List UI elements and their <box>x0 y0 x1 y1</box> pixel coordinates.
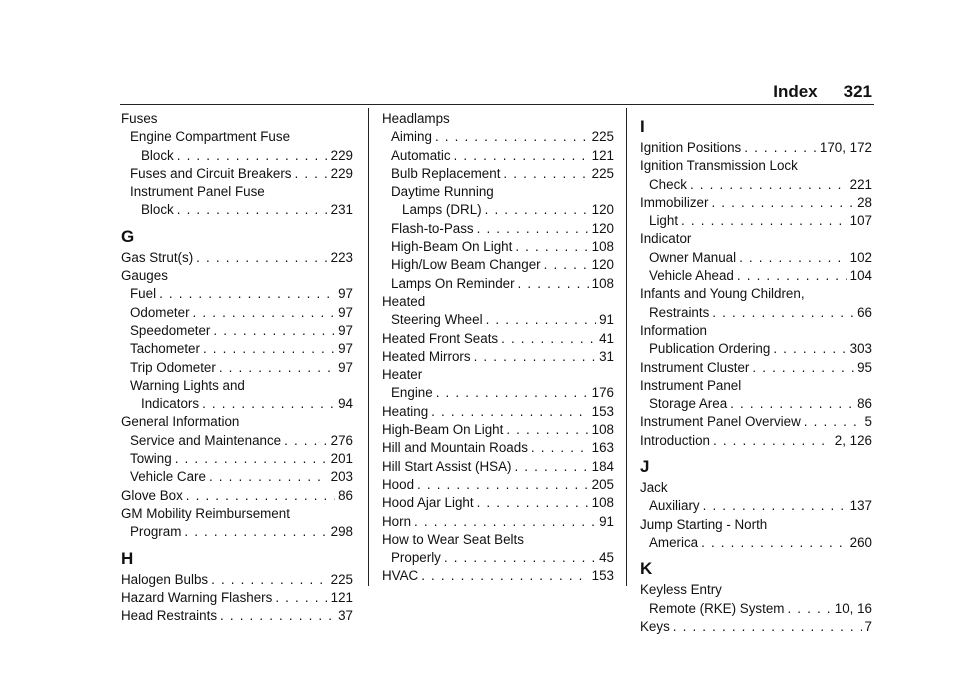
entry-page-ref: 94 <box>338 396 353 412</box>
entry-term: America <box>649 534 699 550</box>
dot-leader <box>703 497 847 515</box>
entry-page-ref: 108 <box>591 422 614 438</box>
dot-leader <box>203 340 335 358</box>
dot-leader <box>752 359 854 377</box>
index-entry <box>382 494 614 512</box>
dot-leader <box>421 567 588 585</box>
entry-term: Steering Wheel <box>391 312 483 328</box>
dot-leader <box>515 238 588 256</box>
entry-page-ref: 104 <box>849 268 872 284</box>
index-entry <box>121 201 353 219</box>
dot-leader <box>474 348 597 366</box>
index-entry <box>382 549 614 567</box>
dot-leader <box>219 359 335 377</box>
entry-page-ref: 102 <box>849 249 872 265</box>
entry-term: Owner Manual <box>649 249 737 265</box>
entry-page-ref: 298 <box>330 524 353 540</box>
entry-page-ref: 5 <box>864 414 872 430</box>
dot-leader <box>193 304 336 322</box>
index-column-2 <box>382 110 614 586</box>
entry-page-ref: 108 <box>591 275 614 291</box>
dot-leader <box>713 432 832 450</box>
entry-term: Horn <box>382 513 412 529</box>
entry-term: Hood <box>382 476 415 492</box>
index-entry <box>640 267 872 285</box>
dot-leader <box>177 201 328 219</box>
entry-term: Auxiliary <box>649 498 700 514</box>
dot-leader <box>417 476 589 494</box>
index-entry <box>640 139 872 157</box>
entry-term: Automatic <box>391 147 451 163</box>
entry-page-ref: 86 <box>857 396 872 412</box>
index-heading: Daytime Running <box>391 184 494 200</box>
dot-leader <box>804 413 862 431</box>
entry-term: Gas Strut(s) <box>121 249 194 265</box>
index-entry <box>382 238 614 256</box>
entry-page-ref: 2, 126 <box>834 432 872 448</box>
index-entry <box>121 249 353 267</box>
entry-page-ref: 37 <box>338 608 353 624</box>
index-entry <box>382 201 614 219</box>
entry-term: Restraints <box>649 304 710 320</box>
entry-term: Fuel <box>130 286 157 302</box>
entry-term: Speedometer <box>130 322 211 338</box>
entry-term: Service and Maintenance <box>130 432 282 448</box>
entry-page-ref: 176 <box>591 385 614 401</box>
entry-page-ref: 225 <box>330 571 353 587</box>
dot-leader <box>787 600 831 618</box>
entry-page-ref: 229 <box>330 165 353 181</box>
index-entry <box>121 607 353 625</box>
index-entry <box>121 589 353 607</box>
entry-page-ref: 170, 172 <box>819 140 872 155</box>
dot-leader <box>159 285 335 303</box>
dot-leader <box>531 439 589 457</box>
index-heading: Headlamps <box>382 111 450 126</box>
entry-page-ref: 91 <box>599 312 614 328</box>
dot-leader <box>431 403 589 421</box>
index-entry <box>382 513 614 531</box>
entry-page-ref: 41 <box>599 330 614 346</box>
index-entry <box>121 304 353 322</box>
entry-page-ref: 108 <box>591 495 614 511</box>
dot-leader <box>213 322 335 340</box>
index-entry <box>382 384 614 402</box>
entry-page-ref: 201 <box>330 451 353 467</box>
dot-leader <box>175 450 328 468</box>
entry-term: Hill and Mountain Roads <box>382 440 528 456</box>
entry-page-ref: 221 <box>849 176 872 192</box>
entry-page-ref: 86 <box>338 487 353 503</box>
index-entry <box>382 476 614 494</box>
dot-leader <box>435 128 589 146</box>
dot-leader <box>284 432 328 450</box>
index-heading: Instrument Panel <box>640 377 742 393</box>
entry-page-ref: 203 <box>330 469 353 485</box>
entry-page-ref: 153 <box>591 568 614 584</box>
index-entry <box>640 534 872 552</box>
entry-term: High-Beam On Light <box>391 239 513 255</box>
index-entry <box>640 618 872 636</box>
dot-leader <box>681 212 847 230</box>
dot-leader <box>544 256 589 274</box>
dot-leader <box>202 395 335 413</box>
dot-leader <box>518 275 589 293</box>
index-entry <box>121 285 353 303</box>
entry-term: High-Beam On Light <box>382 422 504 438</box>
index-entry <box>382 330 614 348</box>
index-entry <box>382 147 614 165</box>
index-entry <box>121 432 353 450</box>
entry-term: Vehicle Care <box>130 469 206 485</box>
entry-page-ref: 120 <box>591 257 614 273</box>
index-letter-heading: G <box>121 226 135 246</box>
dot-leader <box>454 147 589 165</box>
entry-term: Bulb Replacement <box>391 165 501 181</box>
dot-leader <box>184 523 327 541</box>
index-column-1 <box>121 110 353 625</box>
dot-leader <box>673 618 862 636</box>
index-entry <box>640 413 872 431</box>
index-heading: Jump Starting - North <box>640 516 768 532</box>
index-entry <box>382 128 614 146</box>
dot-leader <box>220 607 335 625</box>
entry-term: Introduction <box>640 432 710 448</box>
index-entry <box>382 311 614 329</box>
entry-term: Instrument Panel Overview <box>640 414 801 430</box>
index-heading: Indicator <box>640 231 692 247</box>
entry-page-ref: 120 <box>591 202 614 218</box>
entry-term: Glove Box <box>121 487 183 503</box>
entry-term: Hill Start Assist (HSA) <box>382 458 512 474</box>
entry-term: Vehicle Ahead <box>649 268 734 284</box>
entry-term: Head Restraints <box>121 608 218 624</box>
index-entry <box>121 571 353 589</box>
entry-term: Heated Mirrors <box>382 348 471 364</box>
index-entry <box>382 421 614 439</box>
index-entry <box>382 348 614 366</box>
index-entry <box>382 567 614 585</box>
entry-page-ref: 31 <box>599 348 614 364</box>
entry-term: Heated Front Seats <box>382 330 499 346</box>
entry-page-ref: 303 <box>849 341 872 357</box>
entry-page-ref: 276 <box>330 432 353 448</box>
dot-leader <box>737 267 847 285</box>
index-entry <box>121 468 353 486</box>
entry-page-ref: 121 <box>591 147 614 163</box>
dot-leader <box>444 549 596 567</box>
entry-page-ref: 97 <box>338 286 353 302</box>
dot-leader <box>211 571 328 589</box>
index-heading: Heater <box>382 367 423 383</box>
index-entry <box>121 340 353 358</box>
dot-leader <box>436 384 589 402</box>
entry-term: Lamps (DRL) <box>402 202 482 218</box>
entry-page-ref: 121 <box>330 589 353 605</box>
index-letter-heading: K <box>640 559 653 579</box>
entry-page-ref: 97 <box>338 341 353 357</box>
entry-term: Ignition Positions <box>640 140 742 155</box>
index-heading: Instrument Panel Fuse <box>130 184 265 200</box>
dot-leader <box>209 468 328 486</box>
index-entry <box>382 439 614 457</box>
entry-page-ref: 97 <box>338 304 353 320</box>
index-entry <box>640 212 872 230</box>
index-entry <box>640 176 872 194</box>
entry-page-ref: 229 <box>330 147 353 163</box>
entry-page-ref: 153 <box>591 403 614 419</box>
entry-page-ref: 223 <box>330 249 353 265</box>
index-column-3 <box>640 110 872 636</box>
entry-term: Remote (RKE) System <box>649 600 785 616</box>
index-entry <box>382 458 614 476</box>
index-heading: Infants and Young Children, <box>640 286 805 302</box>
index-entry <box>382 403 614 421</box>
entry-page-ref: 10, 16 <box>834 600 872 616</box>
index-heading: General Information <box>121 414 240 430</box>
index-entry <box>121 147 353 165</box>
dot-leader <box>739 249 847 267</box>
header-rule <box>120 104 874 105</box>
entry-page-ref: 231 <box>330 202 353 218</box>
entry-page-ref: 225 <box>591 165 614 181</box>
dot-leader <box>711 194 854 212</box>
index-heading: Engine Compartment Fuse <box>130 129 291 145</box>
entry-term: Hazard Warning Flashers <box>121 589 273 605</box>
dot-leader <box>477 494 589 512</box>
entry-term: Halogen Bulbs <box>121 571 209 587</box>
page-header <box>773 82 872 102</box>
dot-leader <box>477 220 589 238</box>
index-entry <box>382 256 614 274</box>
index-entry <box>640 304 872 322</box>
section-title: Index <box>773 82 818 101</box>
index-entry <box>640 194 872 212</box>
entry-term: Lamps On Reminder <box>391 275 515 291</box>
index-heading: Ignition Transmission Lock <box>640 158 798 174</box>
dot-leader <box>186 487 335 505</box>
entry-term: Keys <box>640 618 670 634</box>
index-heading: Fuses <box>121 111 158 126</box>
index-entry <box>121 359 353 377</box>
entry-term: Program <box>130 524 182 540</box>
dot-leader <box>486 311 597 329</box>
index-letter-heading: H <box>121 548 134 568</box>
entry-term: Engine <box>391 385 433 401</box>
entry-term: Check <box>649 176 687 192</box>
entry-page-ref: 163 <box>591 440 614 456</box>
entry-term: Storage Area <box>649 396 728 412</box>
entry-term: Indicators <box>141 396 200 412</box>
entry-page-ref: 45 <box>599 550 614 566</box>
dot-leader <box>501 330 596 348</box>
entry-term: Immobilizer <box>640 194 709 210</box>
index-entry <box>640 497 872 515</box>
index-entry <box>121 395 353 413</box>
entry-term: Tachometer <box>130 341 200 357</box>
index-entry <box>121 523 353 541</box>
index-entry <box>121 487 353 505</box>
dot-leader <box>485 201 589 219</box>
index-heading: Keyless Entry <box>640 582 722 598</box>
entry-page-ref: 260 <box>849 534 872 550</box>
entry-page-ref: 97 <box>338 359 353 375</box>
dot-leader <box>744 139 817 157</box>
dot-leader <box>275 589 327 607</box>
index-heading: Warning Lights and <box>130 377 245 393</box>
entry-page-ref: 107 <box>849 213 872 229</box>
entry-page-ref: 95 <box>857 359 872 375</box>
dot-leader <box>712 304 854 322</box>
dot-leader <box>701 534 847 552</box>
index-entry <box>121 165 353 183</box>
entry-page-ref: 108 <box>591 239 614 255</box>
index-entry <box>382 275 614 293</box>
entry-term: Fuses and Circuit Breakers <box>130 165 292 181</box>
dot-leader <box>196 249 327 267</box>
entry-term: HVAC <box>382 568 419 584</box>
index-letter-heading: J <box>640 457 650 477</box>
index-entry <box>640 600 872 618</box>
page-number: 321 <box>843 82 872 101</box>
dot-leader <box>506 421 588 439</box>
entry-term: Block <box>141 202 174 218</box>
dot-leader <box>690 176 847 194</box>
entry-term: High/Low Beam Changer <box>391 257 541 273</box>
index-heading: GM Mobility Reimbursement <box>121 505 290 521</box>
entry-term: Properly <box>391 550 441 566</box>
index-heading: Jack <box>640 480 668 496</box>
entry-term: Publication Ordering <box>649 341 771 357</box>
entry-page-ref: 28 <box>857 194 872 210</box>
index-entry <box>382 220 614 238</box>
entry-term: Flash-to-Pass <box>391 220 474 236</box>
column-divider <box>626 108 627 586</box>
index-heading: Gauges <box>121 268 168 284</box>
index-entry <box>382 165 614 183</box>
entry-page-ref: 225 <box>591 129 614 145</box>
dot-leader <box>414 513 596 531</box>
dot-leader <box>514 458 588 476</box>
index-entry <box>640 432 872 450</box>
index-heading: Information <box>640 322 707 338</box>
dot-leader <box>730 395 854 413</box>
entry-page-ref: 97 <box>338 322 353 338</box>
index-heading: How to Wear Seat Belts <box>382 531 524 547</box>
entry-page-ref: 7 <box>864 618 872 634</box>
column-divider <box>368 108 369 586</box>
entry-term: Aiming <box>391 129 432 145</box>
dot-leader <box>177 147 328 165</box>
entry-term: Heating <box>382 403 429 419</box>
entry-page-ref: 91 <box>599 513 614 529</box>
dot-leader <box>503 165 588 183</box>
index-entry <box>640 359 872 377</box>
entry-page-ref: 137 <box>849 498 872 514</box>
index-entry <box>640 395 872 413</box>
entry-term: Trip Odometer <box>130 359 216 375</box>
entry-page-ref: 120 <box>591 220 614 236</box>
entry-page-ref: 184 <box>591 458 614 474</box>
entry-term: Block <box>141 147 174 163</box>
entry-term: Hood Ajar Light <box>382 495 474 511</box>
entry-term: Instrument Cluster <box>640 359 750 375</box>
index-entry <box>121 450 353 468</box>
index-entry <box>640 340 872 358</box>
entry-term: Odometer <box>130 304 190 320</box>
index-entry <box>121 322 353 340</box>
index-heading: Heated <box>382 293 426 309</box>
index-entry <box>640 249 872 267</box>
dot-leader <box>295 165 328 183</box>
entry-term: Light <box>649 213 679 229</box>
entry-page-ref: 66 <box>857 304 872 320</box>
entry-page-ref: 205 <box>591 476 614 492</box>
index-letter-heading: I <box>640 117 645 136</box>
dot-leader <box>773 340 846 358</box>
entry-term: Towing <box>130 451 172 467</box>
